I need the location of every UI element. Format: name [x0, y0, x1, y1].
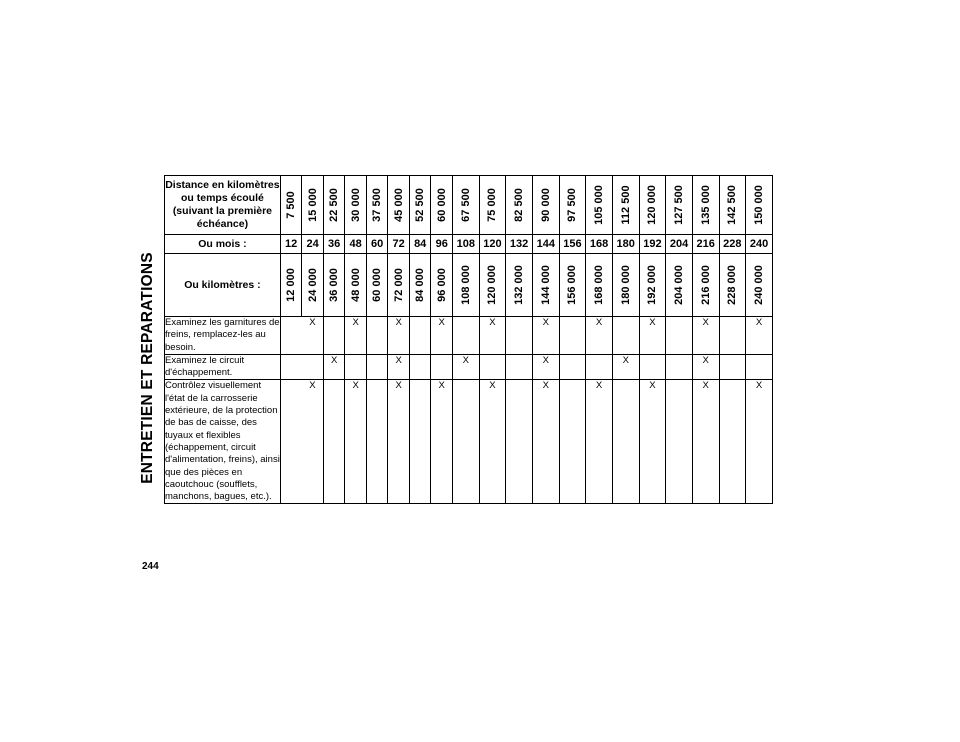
- kilometre-value-cell: [479, 254, 506, 317]
- schedule-cell: [479, 380, 506, 504]
- schedule-cell: [746, 380, 773, 504]
- maintenance-row: [165, 354, 773, 380]
- distance-value-cell: [746, 176, 773, 235]
- check-mark: X: [595, 317, 603, 328]
- schedule-cell: [452, 380, 479, 504]
- kilometre-value: 96 000: [435, 268, 448, 302]
- distance-value-cell: [388, 176, 410, 235]
- month-value: 156: [559, 235, 586, 254]
- schedule-cell: [431, 354, 453, 380]
- month-value: 132: [506, 235, 533, 254]
- schedule-cell: [746, 354, 773, 380]
- check-mark: X: [542, 317, 549, 328]
- schedule-cell: [559, 354, 586, 380]
- kilometre-value: 180 000: [619, 265, 632, 305]
- schedule-cell: [280, 354, 302, 380]
- kilometre-value: 108 000: [459, 265, 472, 305]
- month-value: 240: [746, 235, 773, 254]
- schedule-cell: [323, 354, 345, 380]
- schedule-cell: [409, 317, 431, 355]
- check-mark: X: [352, 317, 359, 328]
- kilometre-value: 72 000: [392, 268, 405, 302]
- check-mark: X: [649, 380, 656, 392]
- distance-value-cell: [302, 176, 324, 235]
- kilometre-value-cell: [345, 254, 367, 317]
- month-value: 72: [388, 235, 410, 254]
- distance-value: 22 500: [328, 188, 341, 222]
- month-value: 48: [345, 235, 367, 254]
- schedule-cell: [666, 380, 693, 504]
- maintenance-row: [165, 317, 773, 355]
- schedule-cell: [388, 380, 410, 504]
- kilometre-value-cell: [586, 254, 613, 317]
- kilometre-value-cell: [323, 254, 345, 317]
- check-mark: X: [309, 317, 316, 328]
- kilometre-value: 204 000: [673, 265, 686, 305]
- check-mark: X: [649, 317, 656, 328]
- kilometre-value-cell: [639, 254, 666, 317]
- check-mark: X: [438, 380, 445, 392]
- month-value: 180: [612, 235, 639, 254]
- check-mark: X: [395, 317, 402, 328]
- section-title: ENTRETIEN ET REPARATIONS: [139, 251, 156, 484]
- distance-value: 105 000: [593, 185, 606, 225]
- schedule-cell: [719, 354, 746, 380]
- month-value: 84: [409, 235, 431, 254]
- distance-value-cell: [639, 176, 666, 235]
- schedule-cell: [586, 317, 613, 355]
- distance-value: 150 000: [753, 185, 766, 225]
- schedule-cell: [746, 317, 773, 355]
- check-mark: X: [702, 380, 709, 392]
- schedule-cell: [388, 317, 410, 355]
- schedule-cell: [366, 317, 388, 355]
- check-mark: X: [489, 380, 496, 392]
- kilometre-value-cell: [666, 254, 693, 317]
- month-value: 228: [719, 235, 746, 254]
- check-mark: X: [595, 380, 603, 392]
- kilometre-value-cell: [280, 254, 302, 317]
- schedule-cell: [479, 354, 506, 380]
- distance-value-cell: [366, 176, 388, 235]
- schedule-cell: [323, 380, 345, 504]
- kilometre-value: 240 000: [753, 265, 766, 305]
- distance-value-cell: [532, 176, 559, 235]
- schedule-cell: [280, 380, 302, 504]
- month-value: 204: [666, 235, 693, 254]
- schedule-cell: [719, 380, 746, 504]
- month-value: 24: [302, 235, 324, 254]
- distance-value: 30 000: [349, 188, 362, 222]
- distance-value: 142 500: [726, 185, 739, 225]
- schedule-cell: [452, 354, 479, 380]
- kilometre-value: 216 000: [699, 265, 712, 305]
- schedule-cell: [409, 380, 431, 504]
- kilometre-value: 48 000: [349, 268, 362, 302]
- schedule-cell: [506, 380, 533, 504]
- distance-value-cell: [612, 176, 639, 235]
- month-value: 60: [366, 235, 388, 254]
- kilometre-value-cell: [302, 254, 324, 317]
- distance-value-cell: [280, 176, 302, 235]
- distance-header: Distance en kilomètres ou temps écoulé (suivant la première échéance): [165, 176, 281, 235]
- kilometre-value-cell: [388, 254, 410, 317]
- check-mark: X: [542, 354, 549, 366]
- schedule-cell: [639, 317, 666, 355]
- task-label: Examinez le circuit d'échappement.: [165, 354, 281, 380]
- kilometre-value-cell: [452, 254, 479, 317]
- schedule-cell: [431, 380, 453, 504]
- kilometre-value: 120 000: [486, 265, 499, 305]
- month-value: 144: [532, 235, 559, 254]
- check-mark: X: [395, 380, 402, 392]
- header-row-distance: [165, 176, 773, 235]
- header-row-kilometres: [165, 254, 773, 317]
- schedule-cell: [532, 380, 559, 504]
- distance-value-cell: [479, 176, 506, 235]
- distance-value-cell: [345, 176, 367, 235]
- kilometre-value-cell: [692, 254, 719, 317]
- schedule-cell: [302, 354, 324, 380]
- task-label: Examinez les garnitures de freins, remplacez-les au besoin.: [165, 317, 280, 353]
- schedule-cell: [586, 354, 613, 380]
- schedule-cell: [719, 317, 746, 355]
- kilometre-value-cell: [431, 254, 453, 317]
- month-value: 96: [431, 235, 453, 254]
- kilometre-value-cell: [746, 254, 773, 317]
- distance-value: 7 500: [285, 191, 298, 219]
- distance-value: 127 500: [673, 185, 686, 225]
- schedule-cell: [506, 317, 533, 355]
- month-value: 36: [323, 235, 345, 254]
- schedule-cell: [692, 354, 719, 380]
- kilometre-value-cell: [559, 254, 586, 317]
- schedule-cell: [639, 354, 666, 380]
- distance-value-cell: [666, 176, 693, 235]
- kilometre-value-cell: [719, 254, 746, 317]
- kilometre-value: 228 000: [726, 265, 739, 305]
- month-value: 12: [280, 235, 302, 254]
- schedule-cell: [302, 317, 324, 355]
- check-mark: X: [755, 380, 763, 392]
- schedule-cell: [452, 317, 479, 355]
- schedule-cell: [559, 317, 586, 355]
- kilometres-header: Ou kilomètres :: [165, 254, 281, 317]
- schedule-cell: [612, 317, 639, 355]
- distance-value-cell: [323, 176, 345, 235]
- schedule-cell: [323, 317, 345, 355]
- month-value: 120: [479, 235, 506, 254]
- schedule-cell: [586, 380, 613, 504]
- kilometre-value: 36 000: [328, 268, 341, 302]
- distance-value-cell: [692, 176, 719, 235]
- check-mark: X: [352, 380, 359, 392]
- check-mark: X: [755, 317, 763, 328]
- schedule-cell: [345, 354, 367, 380]
- schedule-cell: [280, 317, 302, 355]
- kilometre-value-cell: [366, 254, 388, 317]
- schedule-cell: [692, 380, 719, 504]
- schedule-cell: [666, 317, 693, 355]
- distance-value: 60 000: [435, 188, 448, 222]
- distance-value-cell: [586, 176, 613, 235]
- distance-value-cell: [409, 176, 431, 235]
- schedule-cell: [612, 380, 639, 504]
- maintenance-row: [165, 380, 773, 504]
- schedule-cell: [345, 380, 367, 504]
- kilometre-value: 24 000: [306, 268, 319, 302]
- distance-value: 52 500: [414, 188, 427, 222]
- kilometre-value-cell: [506, 254, 533, 317]
- kilometre-value-cell: [612, 254, 639, 317]
- schedule-cell: [366, 354, 388, 380]
- schedule-cell: [345, 317, 367, 355]
- schedule-cell: [409, 354, 431, 380]
- kilometre-value: 12 000: [285, 268, 298, 302]
- check-mark: X: [542, 380, 549, 392]
- distance-value-cell: [559, 176, 586, 235]
- month-value: 168: [586, 235, 613, 254]
- schedule-cell: [479, 317, 506, 355]
- schedule-cell: [692, 317, 719, 355]
- check-mark: X: [330, 354, 338, 366]
- distance-value: 15 000: [306, 188, 319, 222]
- distance-value-cell: [431, 176, 453, 235]
- schedule-cell: [532, 317, 559, 355]
- check-mark: X: [309, 380, 316, 392]
- months-header: Ou mois :: [165, 235, 281, 254]
- kilometre-value-cell: [532, 254, 559, 317]
- check-mark: X: [395, 354, 402, 366]
- distance-value-cell: [506, 176, 533, 235]
- schedule-cell: [666, 354, 693, 380]
- schedule-cell: [302, 380, 324, 504]
- kilometre-value: 132 000: [513, 265, 526, 305]
- kilometre-value: 60 000: [371, 268, 384, 302]
- distance-value: 45 000: [392, 188, 405, 222]
- check-mark: X: [702, 317, 709, 328]
- schedule-cell: [506, 354, 533, 380]
- distance-value: 82 500: [513, 188, 526, 222]
- distance-value: 75 000: [486, 188, 499, 222]
- schedule-cell: [388, 354, 410, 380]
- distance-value: 37 500: [371, 188, 384, 222]
- distance-value-cell: [452, 176, 479, 235]
- month-value: 216: [692, 235, 719, 254]
- kilometre-value: 84 000: [414, 268, 427, 302]
- kilometre-value: 156 000: [566, 265, 579, 305]
- check-mark: X: [438, 317, 445, 328]
- check-mark: X: [622, 354, 629, 366]
- task-label: Contrôlez visuellement l'état de la carrosserie extérieure, de la protection de bas de caisse, des tuyaux et flexibles (échappement, circuit d'alimentation, freins), ainsi que des pièces en caoutchouc (soufflets, manchons, bagues, etc.).: [165, 380, 280, 503]
- check-mark: X: [489, 317, 496, 328]
- distance-value: 120 000: [646, 185, 659, 225]
- check-mark: X: [702, 354, 709, 366]
- schedule-cell: [431, 317, 453, 355]
- month-value: 108: [452, 235, 479, 254]
- distance-value-cell: [719, 176, 746, 235]
- schedule-cell: [639, 380, 666, 504]
- schedule-cell: [366, 380, 388, 504]
- kilometre-value: 168 000: [593, 265, 606, 305]
- kilometre-value: 192 000: [646, 265, 659, 305]
- distance-value: 97 500: [566, 188, 579, 222]
- kilometre-value-cell: [409, 254, 431, 317]
- distance-value: 135 000: [699, 185, 712, 225]
- schedule-cell: [612, 354, 639, 380]
- kilometre-value: 144 000: [539, 265, 552, 305]
- schedule-cell: [559, 380, 586, 504]
- distance-value: 90 000: [539, 188, 552, 222]
- schedule-cell: [532, 354, 559, 380]
- distance-value: 67 500: [459, 188, 472, 222]
- distance-value: 112 500: [619, 185, 632, 225]
- page-number: 244: [142, 561, 159, 572]
- maintenance-schedule-table: [164, 175, 773, 504]
- check-mark: X: [462, 354, 469, 366]
- month-value: 192: [639, 235, 666, 254]
- header-row-months: [165, 235, 773, 254]
